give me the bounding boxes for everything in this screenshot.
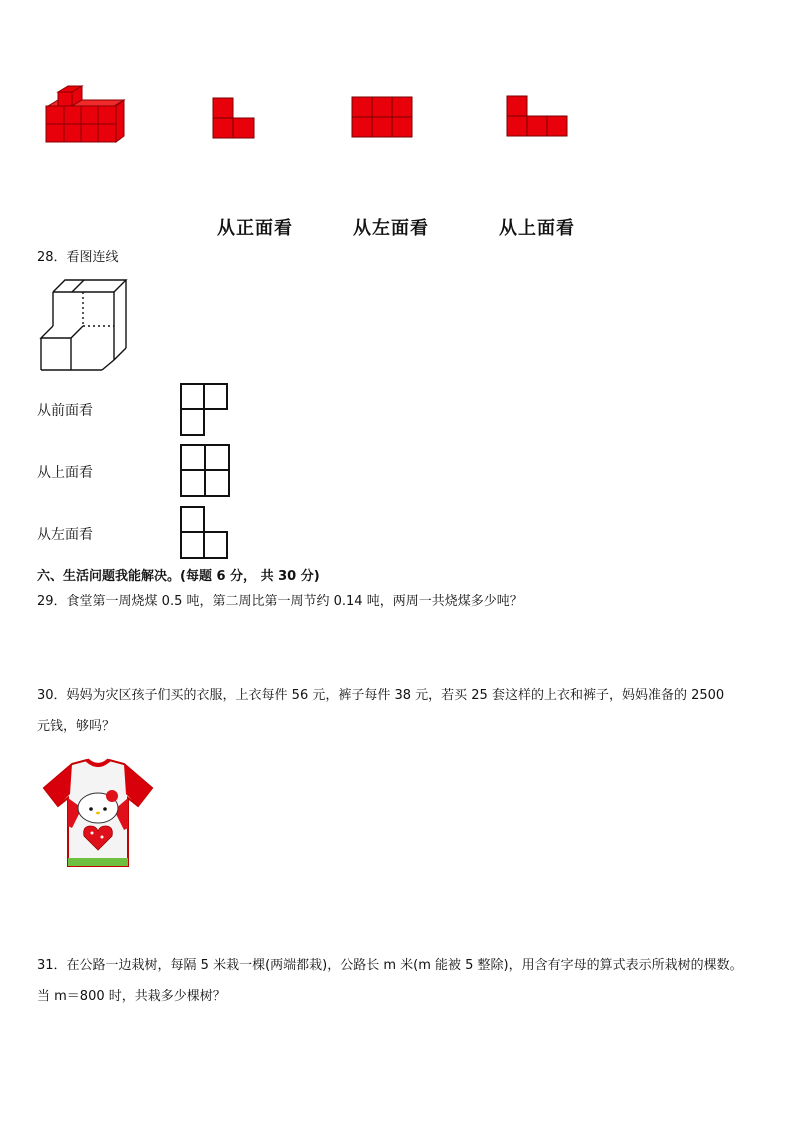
q28-3d-figure xyxy=(38,278,132,374)
view-label-front: 从正面看 xyxy=(217,218,293,239)
q31-line1: 31．在公路一边栽树，每隔 5 米栽一棵(两端都栽)，公路长 m 米(m 能被 5 整除)，用含有字母的算式表示所栽树的棵数。 xyxy=(37,958,743,973)
q28-title: 28．看图连线 xyxy=(37,250,119,265)
q28-label-front: 从前面看 xyxy=(37,403,93,419)
front-view-shape xyxy=(212,97,256,139)
top-view-shape xyxy=(506,95,568,137)
q28-label-top: 从上面看 xyxy=(37,465,93,481)
q31-line2: 当 m＝800 时，共栽多少棵树？ xyxy=(37,989,226,1004)
tshirt-image xyxy=(42,758,154,870)
q28-option-shape-1[interactable] xyxy=(180,383,230,437)
q28-option-shape-3[interactable] xyxy=(180,506,230,560)
red-3d-cube-figure xyxy=(40,84,130,146)
q28-label-left: 从左面看 xyxy=(37,527,93,543)
view-label-left: 从左面看 xyxy=(353,218,429,239)
q30-line2: 元钱，够吗？ xyxy=(37,719,116,734)
left-view-shape xyxy=(351,96,413,138)
view-label-top: 从上面看 xyxy=(499,218,575,239)
section-6-title: 六、生活问题我能解决。(每题 6 分， 共 30 分) xyxy=(37,569,320,584)
q29-text: 29．食堂第一周烧煤 0.5 吨，第二周比第一周节约 0.14 吨，两周一共烧煤多少吨？ xyxy=(37,594,523,609)
q28-option-shape-2[interactable] xyxy=(180,444,232,498)
q30-line1: 30．妈妈为灾区孩子们买的衣服，上衣每件 56 元，裤子每件 38 元，若买 25 套这样的上衣和裤子，妈妈准备的 2500 xyxy=(37,688,725,703)
